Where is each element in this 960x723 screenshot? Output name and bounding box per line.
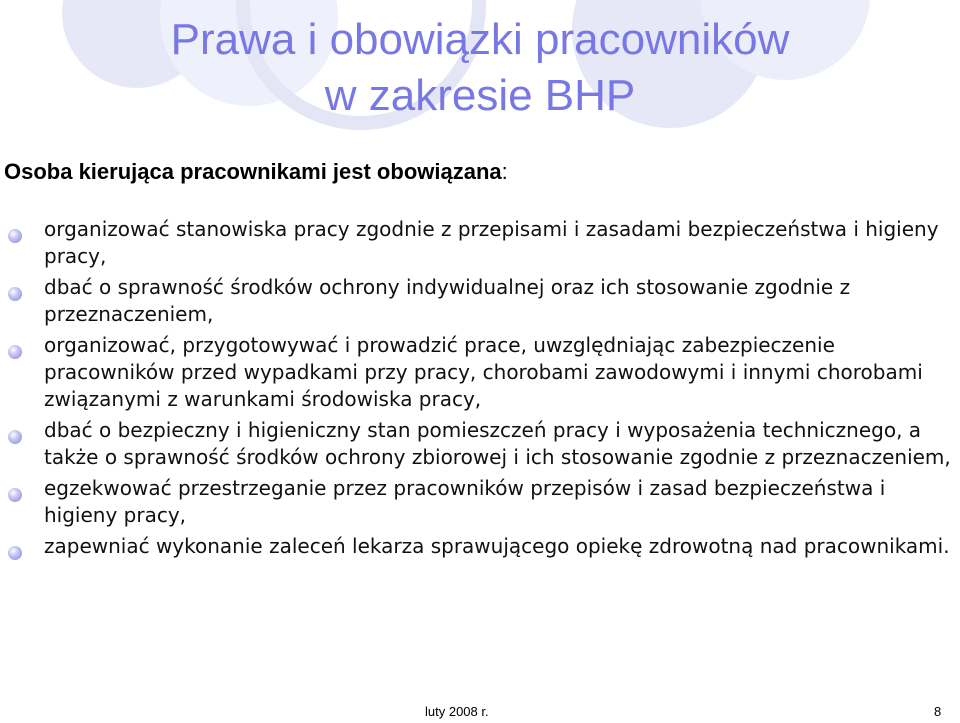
- slide-title: [0, 12, 960, 124]
- bullet-dot-icon: [8, 345, 22, 359]
- bullet-dot-icon: [8, 546, 22, 560]
- page-number: 8: [934, 704, 942, 719]
- slide-title-line-2: w zakresie BHP: [324, 71, 636, 120]
- bullet-dot-icon: [8, 229, 22, 243]
- slide-title-line-1: Prawa i obowiązki pracowników: [170, 15, 790, 64]
- list-item: [0, 475, 960, 529]
- bullet-dot-icon: [8, 287, 22, 301]
- list-item-text: organizować stanowiska pracy zgodnie z przepisami i zasadami bezpieczeństwa i higieny pracy,: [44, 217, 939, 268]
- intro-heading: [4, 159, 508, 185]
- bullet-dot-icon: [8, 488, 22, 502]
- list-item: [0, 533, 960, 560]
- list-item-text: dbać o bezpieczny i higieniczny stan pomieszczeń pracy i wyposażenia technicznego, a także o sprawność środków ochrony zbiorowej i ich stosowanie zgodnie z przeznaczeniem,: [44, 418, 951, 469]
- list-item: [0, 332, 960, 413]
- list-item-text: organizować, przygotowywać i prowadzić prace, uwzględniając zabezpieczenie pracowników przed wypadkami przy pracy, chorobami zawodowymi i innymi chorobami związanymi z warunkami środowiska pracy,: [44, 333, 923, 411]
- list-item-text: egzekwować przestrzeganie przez pracowników przepisów i zasad bezpieczeństwa i higieny pracy,: [44, 476, 886, 527]
- list-item: [0, 417, 960, 471]
- duties-list: [0, 216, 960, 564]
- bullet-dot-icon: [8, 430, 22, 444]
- footer-date: luty 2008 r.: [425, 704, 489, 719]
- list-item-text: zapewniać wykonanie zaleceń lekarza sprawującego opiekę zdrowotną nad pracownikami.: [44, 534, 950, 558]
- intro-colon: :: [501, 159, 508, 184]
- intro-bold-text: Osoba kierująca pracownikami jest obowiązana: [4, 159, 502, 184]
- list-item: [0, 274, 960, 328]
- list-item: [0, 216, 960, 270]
- list-item-text: dbać o sprawność środków ochrony indywidualnej oraz ich stosowanie zgodnie z przeznaczeniem,: [44, 275, 851, 326]
